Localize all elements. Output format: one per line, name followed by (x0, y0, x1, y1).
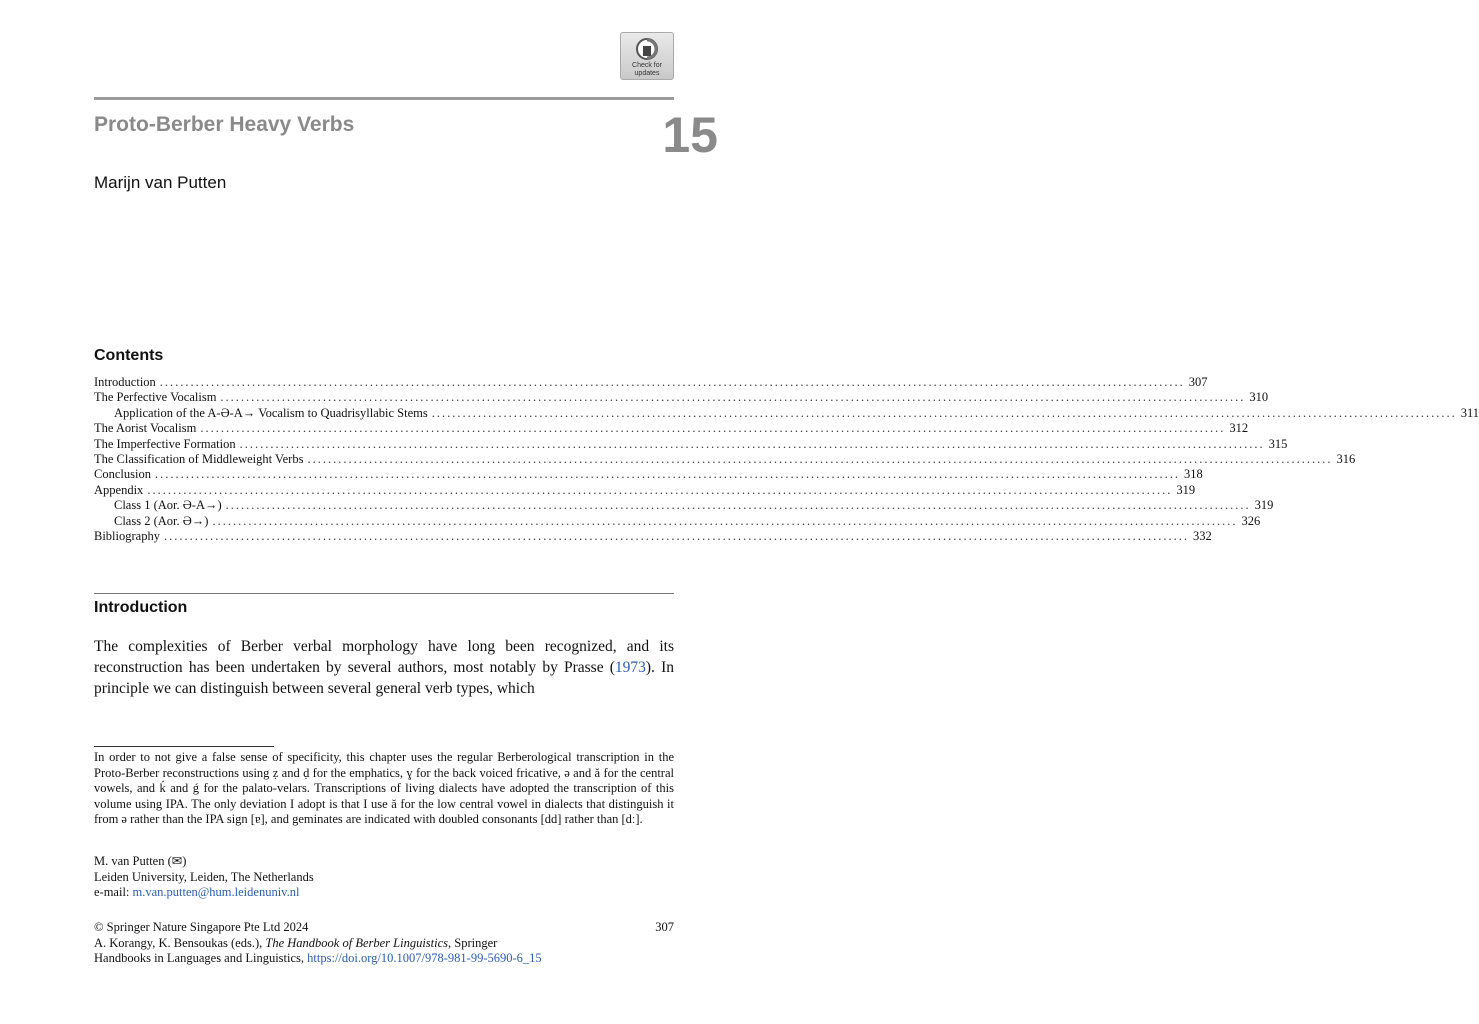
copyright-line: © Springer Nature Singapore Pte Ltd 2024 (94, 920, 309, 934)
toc-leader-dots: ........................................................................................................................................................................................................ (431, 405, 1457, 420)
toc-entry-label: Conclusion (94, 467, 151, 482)
toc-entry[interactable] (94, 482, 1196, 498)
toc-entry[interactable] (94, 405, 1479, 421)
chapter-author: Marijn van Putten (94, 173, 227, 192)
citation-suffix: , Springer (448, 935, 498, 950)
top-rule (94, 97, 674, 100)
affiliation-email-line (94, 885, 674, 901)
toc-leader-dots: ........................................................................................................................................................................................................ (225, 498, 1251, 513)
check-for-updates-icon (634, 37, 660, 61)
check-for-updates-badge[interactable] (620, 32, 674, 80)
copyright-block (94, 920, 674, 967)
toc-leader-dots: ........................................................................................................................................................................................................ (307, 451, 1333, 466)
toc-entry-label: Bibliography (94, 528, 160, 543)
toc-entry[interactable] (94, 421, 1249, 436)
toc-entry-label: The Classification of Middleweight Verbs (94, 451, 304, 466)
chapter-title: Proto-Berber Heavy Verbs (94, 113, 355, 136)
introduction-rule (94, 593, 674, 594)
author-affiliation (94, 854, 674, 901)
intro-text-after: ). In principle we can distinguish between several general verb types, which (94, 659, 674, 697)
toc-entry-page: 307 (1188, 375, 1208, 389)
toc-leader-dots: ........................................................................................................................................................................................................ (159, 375, 1185, 389)
introduction-paragraph (94, 636, 674, 699)
toc-entry-page: 315 (1268, 436, 1288, 451)
toc-entry[interactable] (94, 436, 1288, 452)
affiliation-name: M. van Putten (✉) (94, 854, 187, 868)
contents-heading: Contents (94, 347, 164, 364)
toc-leader-dots: ........................................................................................................................................................................................................ (239, 436, 1265, 451)
toc-entry[interactable] (94, 498, 1274, 513)
toc-leader-dots: ........................................................................................................................................................................................................ (212, 513, 1238, 528)
introduction-heading: Introduction (94, 599, 188, 616)
citation-link[interactable]: 1973 (614, 659, 646, 676)
doi-link[interactable]: https://doi.org/10.1007/978-981-99-5690-6_15 (307, 951, 542, 965)
toc-entry-label: Introduction (94, 375, 156, 389)
affiliation-institution: Leiden University, Leiden, The Netherlands (94, 869, 314, 884)
citation-line (94, 936, 674, 952)
toc-entry-page: 318 (1183, 467, 1203, 482)
toc-entry-page: 332 (1192, 528, 1212, 543)
toc-entry[interactable] (94, 375, 1208, 390)
footnote (94, 750, 674, 828)
series-line (94, 951, 674, 967)
footnote-text: In order to not give a false sense of specificity, this chapter uses the regular Berberological transcription in the Proto-Berber reconstructions using ẓ and ḍ for the emphatics, ɣ for the back voiced fricative, ə and ă for the central vowels, and ḱ and ǵ for the palato-velars. Transcriptions of living dialects have adopted the transcription of this volume using IPA. The only deviation I adopt is that I use ă for the low central vowel in dialects that distinguish it from ə rather than the IPA sign [ɐ], and geminates are indicated with doubled consonants [dd] rather than [dː]. (94, 750, 674, 826)
toc-entry[interactable] (94, 390, 1269, 405)
toc-entry-label: Class 1 (Aor. Ə-A→) (114, 498, 222, 513)
toc-entry-page: 312 (1229, 421, 1249, 436)
toc-entry[interactable] (94, 513, 1261, 529)
footnote-rule (94, 746, 274, 747)
toc-leader-dots: ........................................................................................................................................................................................................ (163, 528, 1189, 543)
toc-entry-page: 319 (1254, 498, 1274, 513)
table-of-contents (94, 375, 1479, 544)
badge-line2: updates (634, 70, 660, 77)
page-number: 307 (655, 920, 674, 934)
series-prefix: Handbooks in Languages and Linguistics, (94, 951, 308, 965)
toc-entry[interactable] (94, 528, 1212, 544)
toc-entry-label: The Perfective Vocalism (94, 390, 217, 405)
intro-text-before: The complexities of Berber verbal morphology have long been recognized, and its reconstruction has been undertaken by several authors, most notably by Prasse ( (94, 638, 674, 676)
toc-entry-page: 326 (1241, 513, 1261, 528)
toc-entry[interactable] (94, 467, 1203, 482)
toc-entry-page: 311 (1460, 405, 1479, 420)
toc-entry-label: Class 2 (Aor. Ə→) (114, 513, 209, 528)
toc-leader-dots: ........................................................................................................................................................................................................ (147, 482, 1173, 497)
toc-entry-page: 316 (1336, 451, 1356, 466)
toc-entry-label: The Imperfective Formation (94, 436, 236, 451)
toc-entry-label: Application of the A-Ə-A→ Vocalism to Quadrisyllabic Stems (114, 405, 428, 420)
badge-line1: Check for (632, 62, 662, 69)
book-title: The Handbook of Berber Linguistics (265, 935, 449, 950)
toc-leader-dots: ........................................................................................................................................................................................................ (220, 390, 1246, 405)
toc-entry-page: 310 (1249, 390, 1269, 405)
toc-entry-label: Appendix (94, 482, 144, 497)
toc-entry[interactable] (94, 451, 1356, 467)
citation-prefix: A. Korangy, K. Bensoukas (eds.), (94, 935, 266, 950)
toc-leader-dots: ........................................................................................................................................................................................................ (200, 421, 1226, 436)
toc-leader-dots: ........................................................................................................................................................................................................ (154, 467, 1180, 482)
email-link[interactable]: m.van.putten@hum.leidenuniv.nl (132, 885, 300, 899)
toc-entry-page: 319 (1176, 482, 1196, 497)
chapter-number: 15 (662, 107, 718, 163)
email-label: e-mail: (94, 885, 133, 899)
toc-entry-label: The Aorist Vocalism (94, 421, 197, 436)
